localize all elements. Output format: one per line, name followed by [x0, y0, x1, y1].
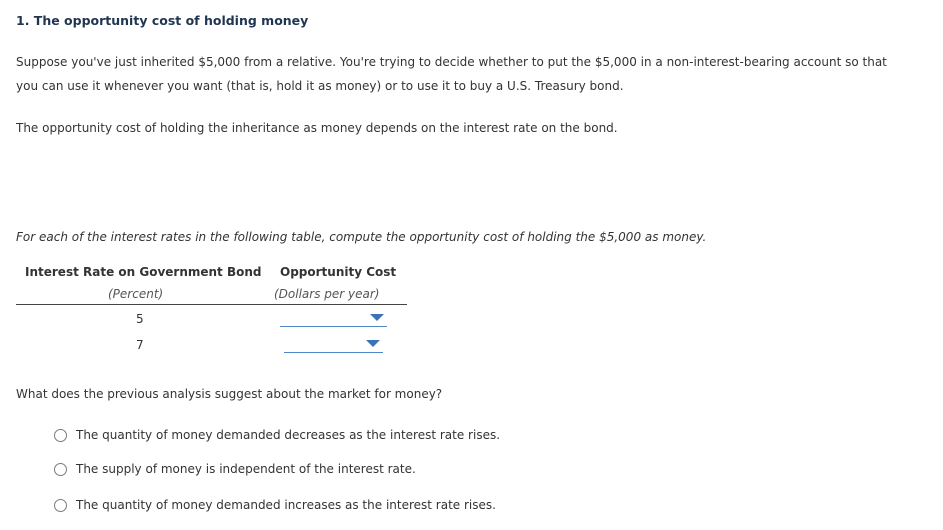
radio-unselected-icon[interactable] — [54, 429, 67, 442]
col-opportunity-cost-header: Opportunity Cost — [280, 265, 397, 279]
radio-unselected-icon[interactable] — [54, 499, 67, 512]
col-opportunity-cost-unit: (Dollars per year) — [274, 287, 380, 301]
answer-option-label: The quantity of money demanded increases as the interest rate rises. — [76, 498, 496, 512]
table-instruction: For each of the interest rates in the following table, compute the opportunity cost of holding the $5,000 as money. — [16, 230, 707, 244]
context-paragraph: The opportunity cost of holding the inheritance as money depends on the interest rate on the bond. — [16, 121, 618, 135]
answer-option[interactable] — [54, 461, 416, 477]
col-interest-rate-header: Interest Rate on Government Bond — [25, 265, 262, 279]
opportunity-cost-dropdown[interactable] — [284, 334, 383, 353]
intro-paragraph-line-2: you can use it whenever you want (that is, hold it as money) or to use it to buy a U.S. Treasury bond. — [16, 79, 624, 93]
followup-question: What does the previous analysis suggest about the market for money? — [16, 387, 443, 401]
answer-option-label: The supply of money is independent of the interest rate. — [76, 462, 416, 476]
answer-option[interactable] — [54, 427, 500, 443]
table-header-divider — [16, 304, 407, 305]
interest-rate-cell: 7 — [136, 338, 144, 352]
caret-down-icon — [370, 314, 384, 321]
caret-down-icon — [366, 340, 380, 347]
interest-rate-cell: 5 — [136, 312, 144, 326]
opportunity-cost-dropdown[interactable] — [280, 308, 387, 327]
answer-option-label: The quantity of money demanded decreases as the interest rate rises. — [76, 428, 501, 442]
question-title: 1. The opportunity cost of holding money — [16, 13, 309, 28]
col-interest-rate-unit: (Percent) — [108, 287, 164, 301]
answer-option[interactable] — [54, 497, 496, 513]
intro-paragraph-line-1: Suppose you've just inherited $5,000 from a relative. You're trying to decide whether to put the $5,000 in a non-interest-bearing account so that — [16, 55, 887, 69]
radio-unselected-icon[interactable] — [54, 463, 67, 476]
